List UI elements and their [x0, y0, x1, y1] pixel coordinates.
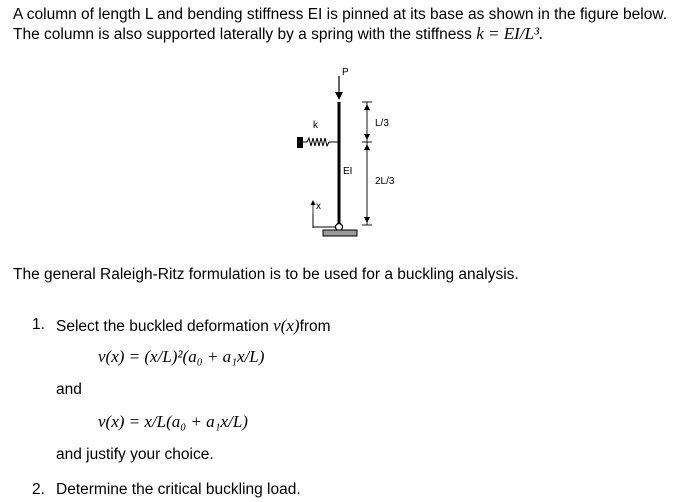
question-1-text	[56, 316, 331, 336]
pin-base-support	[323, 230, 357, 236]
deformation-symbol: v(x)	[273, 316, 300, 335]
spring-stiffness-formula: k = EI/L³.	[476, 24, 544, 43]
lower-dimension-label: 2L/3	[375, 176, 395, 187]
question-2-number: 2.	[32, 481, 45, 498]
intro-line-2	[13, 24, 543, 44]
spring-label: k	[313, 120, 318, 131]
question-1-suffix: from	[299, 318, 331, 335]
question-2-text: Determine the critical buckling load.	[56, 481, 301, 498]
deformation-option-1: v(x) = (x/L)²(a₀ + a₁x/L)	[98, 347, 265, 366]
intro-line-1: A column of length L and bending stiffness EI is pinned at its base as shown in the figure below.	[13, 6, 668, 23]
upper-dimension-label: L/3	[375, 118, 389, 129]
question-1-number: 1.	[32, 316, 45, 333]
load-arrow-head	[335, 92, 343, 100]
method-statement: The general Raleigh-Ritz formulation is to be used for a buckling analysis.	[13, 266, 519, 283]
load-label: P	[342, 67, 349, 78]
question-1-prefix: Select the buckled deformation	[56, 318, 274, 335]
connector-and: and	[56, 381, 82, 398]
intro-line-2-text: The column is also supported laterally by a spring with the stiffness	[13, 26, 477, 43]
column-figure	[285, 62, 425, 244]
spring-wall	[297, 137, 303, 148]
stiffness-label: EI	[343, 166, 353, 177]
justify-instruction: and justify your choice.	[56, 446, 214, 463]
spring-coil	[303, 138, 338, 146]
deformation-option-2: v(x) = x/L(a₀ + a₁x/L)	[98, 412, 248, 431]
pin-joint	[336, 224, 343, 231]
x-axis-label: x	[316, 201, 321, 212]
